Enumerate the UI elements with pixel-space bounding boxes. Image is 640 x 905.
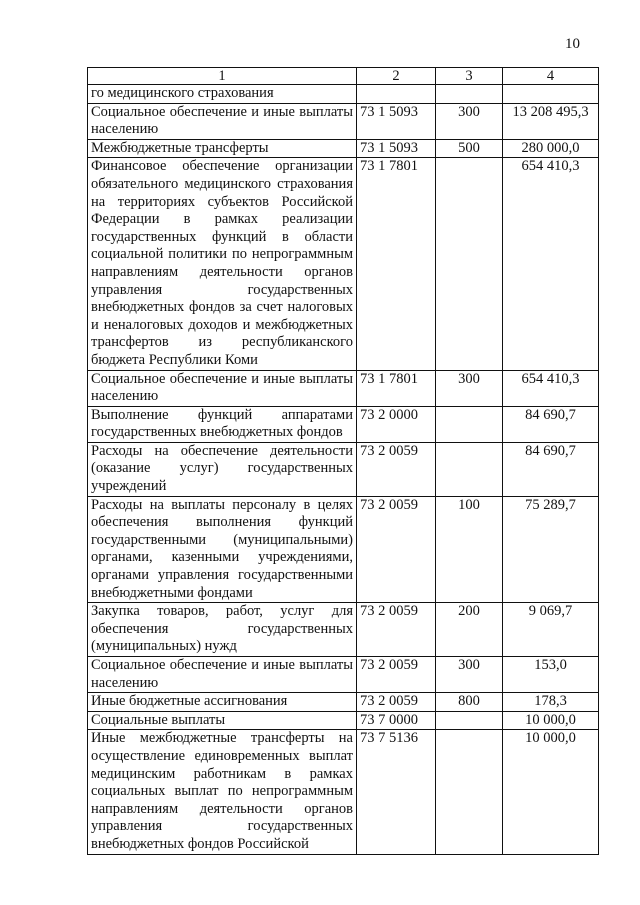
row-name-cell (88, 103, 357, 139)
row-amount-cell: 10 000,0 (503, 711, 599, 730)
row-name-text: Иные бюджетные ассигнования (91, 693, 288, 710)
row-name-text: Иные межбюджетные трансферты на осуществление единовременных выплат медицинским работникам в рамках социальных выплат по непрограммным направлениям деятельности органов управления государственных внебюджетных фондов Российской (91, 730, 353, 852)
row-name-text: Закупка товаров, работ, услуг для обеспечения государственных (муниципальных) нужд (91, 603, 353, 655)
row-type-cell: 800 (436, 693, 503, 712)
row-amount-cell: 654 410,3 (503, 158, 599, 370)
table-row (88, 85, 599, 104)
row-name-cell (88, 603, 357, 657)
row-name-cell (88, 370, 357, 406)
row-name-cell (88, 406, 357, 442)
row-amount-cell: 84 690,7 (503, 442, 599, 496)
row-code-cell: 73 1 5093 (357, 139, 436, 158)
table-row (88, 711, 599, 730)
row-type-cell (436, 158, 503, 370)
row-amount-cell: 280 000,0 (503, 139, 599, 158)
table-row (88, 103, 599, 139)
row-type-cell (436, 406, 503, 442)
row-code-cell (357, 85, 436, 104)
row-type-cell: 300 (436, 657, 503, 693)
row-name-cell (88, 158, 357, 370)
row-code-cell: 73 1 7801 (357, 370, 436, 406)
row-name-text: Финансовое обеспечение организации обязательного медицинского страхования на территориях субъектов Российской Федерации в рамках реализации государственных функций в области социальной политики по непрограммным направлениям деятельности органов управления государственных внебюджетных фондов за счет налоговых и неналоговых доходов и межбюджетных трансфертов из республиканского бюджета Республики Коми (91, 158, 353, 368)
row-code-cell: 73 2 0059 (357, 603, 436, 657)
row-type-cell: 100 (436, 496, 503, 603)
row-name-cell (88, 85, 357, 104)
page-number: 10 (565, 36, 580, 52)
budget-table (87, 67, 599, 855)
table-body (88, 85, 599, 855)
row-code-cell: 73 7 5136 (357, 730, 436, 854)
table-row (88, 603, 599, 657)
row-name-cell (88, 657, 357, 693)
row-amount-cell: 178,3 (503, 693, 599, 712)
row-name-text: Социальное обеспечение и иные выплаты населению (91, 657, 353, 691)
row-name-cell (88, 730, 357, 854)
row-type-cell: 500 (436, 139, 503, 158)
row-name-text: Социальные выплаты (91, 711, 226, 728)
row-type-cell (436, 730, 503, 854)
row-name-text: Выполнение функций аппаратами государственных внебюджетных фондов (91, 406, 353, 441)
row-type-cell (436, 85, 503, 104)
table-row (88, 730, 599, 854)
row-name-text: Расходы на обеспечение деятельности (оказание услуг) государственных учреждений (91, 442, 353, 495)
table-row (88, 406, 599, 442)
row-type-cell: 300 (436, 103, 503, 139)
table-row (88, 693, 599, 712)
row-type-cell: 300 (436, 370, 503, 406)
table-row (88, 442, 599, 496)
row-code-cell: 73 2 0059 (357, 657, 436, 693)
table-row (88, 496, 599, 603)
row-name-cell (88, 496, 357, 603)
row-name-cell (88, 442, 357, 496)
row-name-text: Социальное обеспечение и иные выплаты населению (91, 370, 353, 405)
row-code-cell: 73 1 7801 (357, 158, 436, 370)
table-row (88, 370, 599, 406)
row-amount-cell: 654 410,3 (503, 370, 599, 406)
row-amount-cell: 10 000,0 (503, 730, 599, 854)
row-code-cell: 73 2 0059 (357, 442, 436, 496)
row-name-cell (88, 693, 357, 712)
row-amount-cell: 153,0 (503, 657, 599, 693)
row-name-text: го медицинского страхования (91, 85, 274, 101)
row-type-cell (436, 711, 503, 730)
row-type-cell: 200 (436, 603, 503, 657)
row-type-cell (436, 442, 503, 496)
row-name-text: Социальное обеспечение и иные выплаты населению (91, 103, 353, 138)
row-code-cell: 73 2 0059 (357, 693, 436, 712)
row-name-text: Расходы на выплаты персоналу в целях обеспечения выполнения функций государственными (муниципальными) органами, казенными учреждениями, органами управления государственными внебюджетными фондами (91, 496, 353, 601)
table-row (88, 158, 599, 370)
table-row (88, 139, 599, 158)
column-header-1: 1 (88, 68, 357, 85)
row-code-cell: 73 7 0000 (357, 711, 436, 730)
row-amount-cell (503, 85, 599, 104)
row-code-cell: 73 2 0000 (357, 406, 436, 442)
row-amount-cell: 84 690,7 (503, 406, 599, 442)
row-amount-cell: 9 069,7 (503, 603, 599, 657)
row-name-cell (88, 711, 357, 730)
row-code-cell: 73 1 5093 (357, 103, 436, 139)
column-header-3: 3 (436, 68, 503, 85)
row-name-text: Межбюджетные трансферты (91, 139, 269, 156)
row-name-cell (88, 139, 357, 158)
table-row (88, 657, 599, 693)
table-header-row (88, 68, 599, 85)
row-amount-cell: 75 289,7 (503, 496, 599, 603)
row-amount-cell: 13 208 495,3 (503, 103, 599, 139)
row-code-cell: 73 2 0059 (357, 496, 436, 603)
column-header-4: 4 (503, 68, 599, 85)
column-header-2: 2 (357, 68, 436, 85)
